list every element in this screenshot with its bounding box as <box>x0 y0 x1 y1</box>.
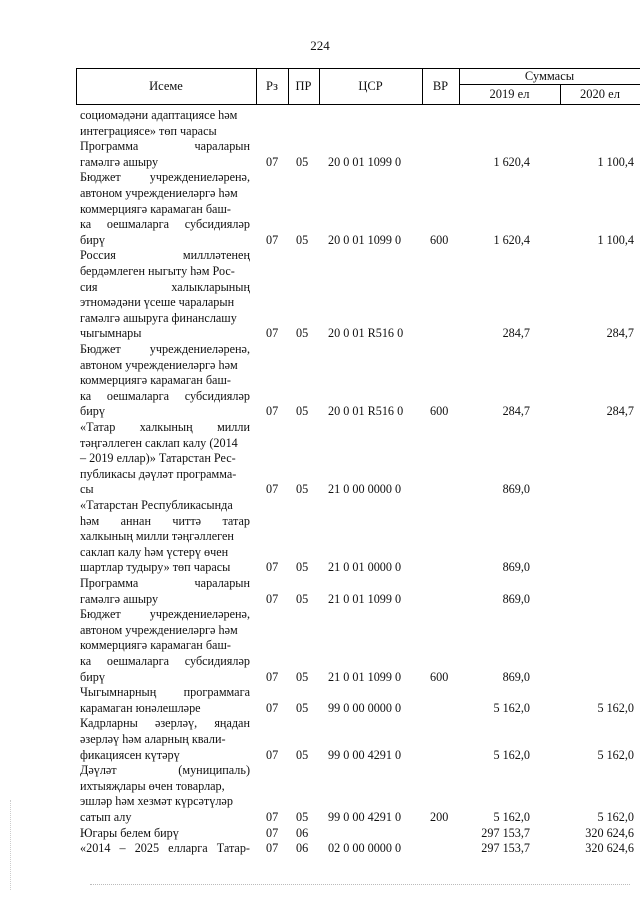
page-number: 224 <box>310 38 330 53</box>
row-name-line: сы <box>80 482 94 497</box>
header-rz: Рз <box>266 79 278 93</box>
row-pr: 05 <box>296 809 309 824</box>
row-csr: 99 0 00 0000 0 <box>328 700 402 715</box>
header-csr: ЦСР <box>358 79 383 93</box>
row-name-line: ка оешмаларга субсидияләр <box>80 217 250 232</box>
row-csr: 20 0 01 R516 0 <box>328 326 404 341</box>
row-name-line: ихтыяҗлары өчен товарлар, <box>80 778 225 793</box>
row-pr: 05 <box>296 591 309 606</box>
row-sum-2020: 5 162,0 <box>597 747 634 762</box>
row-name-line: ка оешмаларга субсидияләр <box>80 653 250 668</box>
row-name-line: гамәлгә ашыру <box>80 154 159 169</box>
row-name-line: карамаган юнәлешләре <box>80 700 201 715</box>
header-pr: ПР <box>295 79 312 93</box>
row-name-line: сия халыкларының <box>80 279 250 294</box>
table-header <box>76 68 640 105</box>
row-sum-2019: 5 162,0 <box>493 747 530 762</box>
row-rz: 07 <box>266 841 279 856</box>
row-rz: 07 <box>266 669 279 684</box>
row-rz: 07 <box>266 560 279 575</box>
row-name-line: ка оешмаларга субсидияләр <box>80 388 250 403</box>
row-name-line: бирү <box>80 404 105 419</box>
scan-margin-dots <box>10 800 12 890</box>
row-sum-2020: 1 100,4 <box>597 154 634 169</box>
row-name <box>80 716 250 763</box>
row-vr: 600 <box>430 232 449 247</box>
row-rz: 07 <box>266 232 279 247</box>
row-csr: 20 0 01 R516 0 <box>328 404 404 419</box>
row-name-line: автоном учреждениеләргә һәм <box>80 622 238 637</box>
header-name: Исеме <box>149 79 183 93</box>
row-pr: 05 <box>296 404 309 419</box>
row-name-line: Бюджет учреждениеләренә, <box>80 342 250 356</box>
row-name-line: бирү <box>80 669 105 684</box>
row-rz: 07 <box>266 747 279 762</box>
row-pr: 05 <box>296 747 309 762</box>
row-name-line: публикасы дәүләт программа- <box>80 466 237 481</box>
row-sum-2019: 297 153,7 <box>481 841 530 856</box>
row-name-line: Кадрларны әзерләү, яңадан <box>80 716 250 731</box>
row-csr: 21 0 00 0000 0 <box>328 482 402 497</box>
row-name <box>80 170 250 248</box>
row-name-line: коммерциягә карамаган баш- <box>80 373 231 388</box>
header-bottom-border <box>76 104 640 105</box>
row-csr: 20 0 01 1099 0 <box>328 232 402 247</box>
row-name <box>80 607 250 685</box>
row-name-line: фикациясен күтәрү <box>80 747 180 762</box>
row-sum-2020: 284,7 <box>606 326 634 341</box>
row-name-line: – 2019 еллар)» Татарстан Рес- <box>80 451 236 466</box>
row-rz: 07 <box>266 404 279 419</box>
row-name-line: Чыгымнарның программага <box>80 685 250 700</box>
row-name-line: эшләр һәм хезмәт күрсәтүләр <box>80 794 233 809</box>
row-name-line: социомәдәни адаптациясе һәм <box>80 108 238 122</box>
header-sums: Суммасы <box>524 69 575 83</box>
row-sum-2020: 1 100,4 <box>597 232 634 247</box>
row-csr: 20 0 01 1099 0 <box>328 154 402 169</box>
row-name-line: тәңгәллеген саклап калу (2014 <box>80 435 238 450</box>
row-name-line: коммерциягә карамаган баш- <box>80 201 231 216</box>
row-name-line: этномәдәни үсеше чараларын <box>80 295 235 310</box>
header-vr: ВР <box>432 79 449 93</box>
row-name-line: бирү <box>80 232 105 247</box>
row-name-line: саклап калу һәм үстерү өчен <box>80 544 229 559</box>
row-rz: 07 <box>266 154 279 169</box>
header-2019: 2019 ел <box>489 87 530 101</box>
row-name-line: автоном учреждениеләргә һәм <box>80 357 238 372</box>
row-name-line: гамәлгә ашыруга финанслашу <box>80 310 237 325</box>
row-name-line: интеграциясе» төп чарасы <box>80 123 217 138</box>
row-name-line: Югары белем бирү <box>80 825 179 840</box>
row-csr: 21 0 01 1099 0 <box>328 669 402 684</box>
row-name <box>80 826 250 842</box>
sums-divider <box>459 84 640 85</box>
row-csr: 99 0 00 4291 0 <box>328 809 402 824</box>
row-sum-2019: 284,7 <box>502 326 530 341</box>
row-name-line: Бюджет учреждениеләренә, <box>80 170 250 185</box>
row-name <box>80 498 250 576</box>
row-name <box>80 248 250 342</box>
row-sum-2020: 320 624,6 <box>585 841 634 856</box>
row-name <box>80 108 250 139</box>
row-pr: 05 <box>296 669 309 684</box>
row-name-line: «Татарстан Республикасында <box>80 498 233 512</box>
row-name-line: «Татар халкының милли <box>80 420 250 434</box>
row-name <box>80 685 250 716</box>
row-name-line: Бюджет учреждениеләренә, <box>80 607 250 622</box>
row-sum-2020: 284,7 <box>606 404 634 419</box>
row-sum-2019: 869,0 <box>502 482 530 497</box>
row-sum-2019: 297 153,7 <box>481 825 530 840</box>
row-sum-2019: 5 162,0 <box>493 700 530 715</box>
row-name <box>80 763 250 825</box>
row-name-line: шартлар тудыру» төп чарасы <box>80 560 231 575</box>
row-sum-2019: 869,0 <box>502 560 530 575</box>
row-pr: 05 <box>296 326 309 341</box>
row-name-line: Россия миллләтенең <box>80 248 250 263</box>
row-name <box>80 576 250 607</box>
row-rz: 07 <box>266 591 279 606</box>
row-sum-2020: 320 624,6 <box>585 825 634 840</box>
row-name-line: бердәмлеген ныгыту һәм Рос- <box>80 263 235 278</box>
row-rz: 07 <box>266 482 279 497</box>
row-name-line: Дәүләт (муниципаль) <box>80 763 250 778</box>
row-rz: 07 <box>266 700 279 715</box>
row-sum-2020: 5 162,0 <box>597 700 634 715</box>
row-sum-2019: 869,0 <box>502 591 530 606</box>
row-vr: 600 <box>430 404 449 419</box>
row-name <box>80 841 250 857</box>
row-sum-2019: 1 620,4 <box>493 154 530 169</box>
row-name-line: чыгымнары <box>80 326 142 341</box>
row-name-line: Программа чараларын <box>80 139 250 154</box>
row-csr: 02 0 00 0000 0 <box>328 841 402 856</box>
row-name-line: сатып алу <box>80 809 132 824</box>
row-csr: 21 0 01 1099 0 <box>328 591 402 606</box>
row-csr: 21 0 01 0000 0 <box>328 560 402 575</box>
row-name-line: коммерциягә карамаган баш- <box>80 638 231 653</box>
row-name-line: әзерләү һәм аларның квали- <box>80 731 226 746</box>
row-vr: 200 <box>430 809 449 824</box>
row-pr: 06 <box>296 841 309 856</box>
row-pr: 05 <box>296 700 309 715</box>
row-name-line: гамәлгә ашыру <box>80 591 159 606</box>
row-sum-2019: 284,7 <box>502 404 530 419</box>
row-name-line: «2014 – 2025 елларга Татар- <box>80 841 250 856</box>
row-sum-2019: 5 162,0 <box>493 809 530 824</box>
header-2020: 2020 ел <box>580 87 620 101</box>
row-name <box>80 342 250 420</box>
row-rz: 07 <box>266 825 279 840</box>
row-name-line: халкының милли тәңгәллеген <box>80 529 234 544</box>
row-rz: 07 <box>266 809 279 824</box>
row-sum-2019: 869,0 <box>502 669 530 684</box>
row-name <box>80 139 250 170</box>
row-sum-2020: 5 162,0 <box>597 809 634 824</box>
row-name <box>80 420 250 498</box>
row-vr: 600 <box>430 669 449 684</box>
row-sum-2019: 1 620,4 <box>493 232 530 247</box>
row-pr: 05 <box>296 482 309 497</box>
scan-footer-dots <box>90 884 630 885</box>
row-name-line: һәм аннан читтә татар <box>80 513 250 528</box>
row-pr: 06 <box>296 825 309 840</box>
row-pr: 05 <box>296 154 309 169</box>
row-pr: 05 <box>296 232 309 247</box>
row-name-line: Программа чараларын <box>80 576 250 590</box>
row-csr: 99 0 00 4291 0 <box>328 747 402 762</box>
row-name-line: автоном учреждениеләргә һәм <box>80 185 238 200</box>
row-pr: 05 <box>296 560 309 575</box>
row-rz: 07 <box>266 326 279 341</box>
